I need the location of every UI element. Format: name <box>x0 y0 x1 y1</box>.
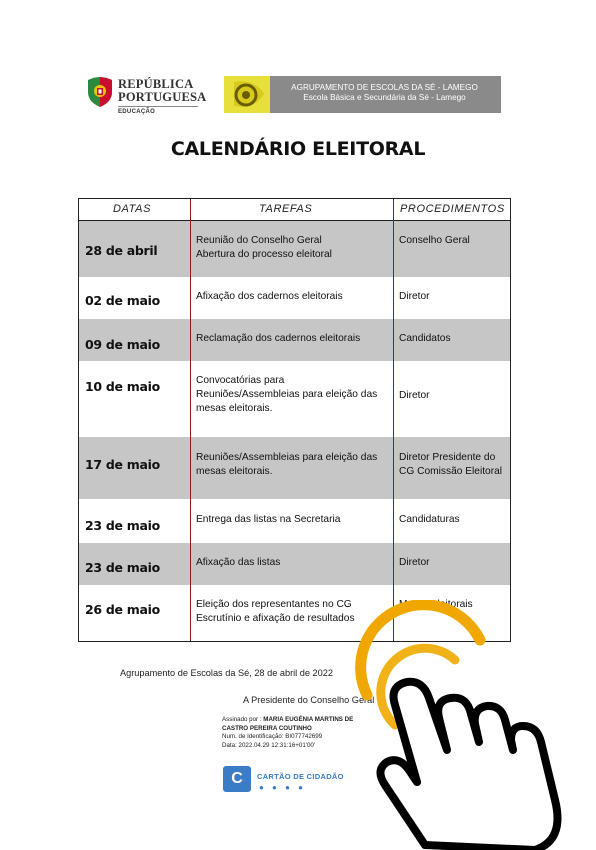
row-procedure: Diretor Presidente do CG Comissão Eleitoral <box>399 452 503 477</box>
signature-date: Data: 2022.04.29 12:31:16+01'00' <box>222 741 316 749</box>
citizen-card-logo <box>223 766 353 794</box>
signature-id: Num. de Identificação: BI077742699 <box>222 733 323 740</box>
row-procedure: Conselho Geral <box>399 235 470 246</box>
school-logo <box>224 76 501 113</box>
school-logo-text <box>274 83 495 103</box>
rp-line-1: REPÚBLICA <box>118 77 194 91</box>
republica-portuguesa-text <box>118 78 206 104</box>
row-date: 28 de abril <box>85 243 158 258</box>
school-logo-icon <box>224 76 270 113</box>
row-task: Reunião do Conselho Geral Abertura do processo eleitoral <box>196 235 332 260</box>
row-date: 26 de maio <box>85 602 160 617</box>
row-date: 17 de maio <box>85 457 160 472</box>
row-task: Entrega das listas na Secretaria <box>196 514 341 525</box>
row-task: Afixação das listas <box>196 557 281 568</box>
row-procedure: Diretor <box>399 390 430 401</box>
citizen-card-dots: ● ● ● ● <box>259 783 306 792</box>
header-datas: DATAS <box>113 203 152 215</box>
rp-educacao-text: EDUCAÇÃO <box>118 109 156 115</box>
row-procedure: Diretor <box>399 291 430 302</box>
header-tarefas: TAREFAS <box>259 203 313 215</box>
row-task: Afixação dos cadernos eleitorais <box>196 291 343 302</box>
row-date: 10 de maio <box>85 379 160 394</box>
row-task: Convocatórias para Reuniões/Assembleias para eleição das mesas eleitorais. <box>196 375 378 414</box>
school-subname: Escola Básica e Secundária da Sé - Lamego <box>303 93 466 102</box>
row-task: Reclamação dos cadernos eleitorais <box>196 333 361 344</box>
rp-divider <box>118 106 198 107</box>
table-row <box>79 319 510 361</box>
table-row <box>79 277 510 319</box>
table-row <box>79 499 510 543</box>
row-procedure: Mesas eleitorais <box>399 599 473 610</box>
rp-line-2: PORTUGUESA <box>118 90 207 104</box>
table-row <box>79 361 510 437</box>
row-task: Eleição dos representantes no CG Escrutínio e afixação de resultados <box>196 599 355 624</box>
row-task: Reuniões/Assembleias para eleição das mesas eleitorais. <box>196 452 378 477</box>
row-procedure: Candidatos <box>399 333 451 344</box>
page-title: CALENDÁRIO ELEITORAL <box>170 138 426 160</box>
republica-portuguesa-logo <box>86 76 206 120</box>
header-procedimentos: PROCEDIMENTOS <box>400 203 505 215</box>
row-procedure: Diretor <box>399 557 430 568</box>
signer-name-1: MARIA EUGÉNIA MARTINS DE <box>263 716 354 723</box>
signer-name-2: CASTRO PEREIRA COUTINHO <box>222 724 312 732</box>
row-procedure: Candidaturas <box>399 514 460 525</box>
table-row <box>79 543 510 585</box>
place-date: Agrupamento de Escolas da Sé, 28 de abril de 2022 <box>120 668 333 678</box>
school-name: AGRUPAMENTO DE ESCOLAS DA SÉ - LAMEGO <box>291 83 478 92</box>
table-row <box>79 220 510 277</box>
table-row <box>79 437 510 499</box>
column-divider <box>393 199 394 641</box>
citizen-card-icon: C <box>223 766 251 792</box>
column-divider <box>190 199 191 641</box>
pointing-hand-click-icon <box>355 600 596 850</box>
row-date: 02 de maio <box>85 293 160 308</box>
signed-by-label: Assinado por : <box>222 716 262 723</box>
row-date: 23 de maio <box>85 560 160 575</box>
row-date: 23 de maio <box>85 518 160 533</box>
citizen-card-label: CARTÃO DE CIDADÃO <box>257 772 344 781</box>
row-date: 09 de maio <box>85 337 160 352</box>
signer-role: A Presidente do Conselho Geral <box>243 695 375 705</box>
table-header <box>79 199 510 221</box>
portuguese-republic-emblem-icon <box>86 76 114 108</box>
electoral-calendar-table <box>78 198 511 642</box>
